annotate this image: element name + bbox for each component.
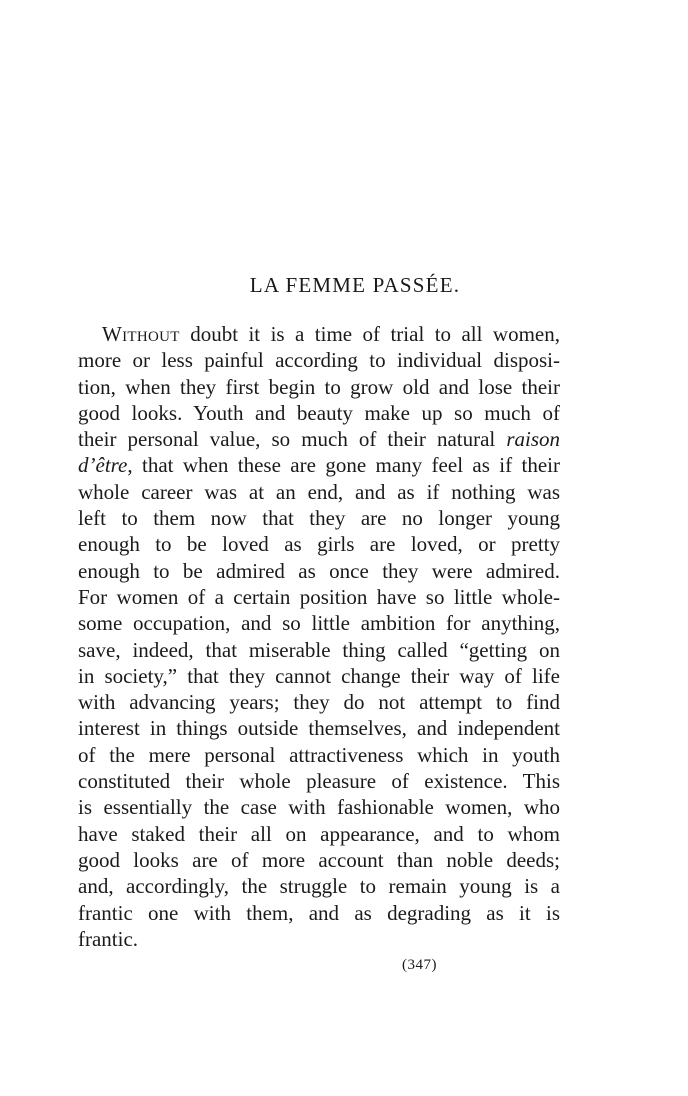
text-line: frantic one with them, and as degrading as it is — [78, 900, 560, 925]
text-line: constituted their whole pleasure of existence. This — [78, 769, 560, 794]
page-number: (347) — [402, 957, 437, 973]
text-line: more or less painful according to individual disposi- — [78, 348, 560, 373]
text-line: some occupation, and so little ambition for anything, — [78, 611, 560, 636]
text-line: frantic. — [78, 926, 139, 951]
italic-phrase: raison — [506, 427, 560, 452]
text-line: whole career was at an end, and as if nothing was — [78, 479, 560, 504]
text-line: their personal value, so much of their natural raison — [78, 427, 560, 452]
text-line: Without doubt it is a time of trial to all women, — [102, 322, 560, 346]
text-line: is essentially the case with fashionable women, who — [78, 795, 560, 820]
text-line: of the mere personal attractiveness which in youth — [78, 742, 560, 767]
text-line: in society,” that they cannot change their way of life — [78, 663, 560, 688]
body-paragraph — [78, 321, 560, 952]
text-line: and, accordingly, the struggle to remain young is a — [78, 874, 560, 899]
opening-word: Without — [102, 322, 180, 346]
text-line: good looks. Youth and beauty make up so much of — [78, 400, 560, 425]
text-line: save, indeed, that miserable thing called “getting on — [78, 637, 560, 662]
text-line: with advancing years; they do not attempt to find — [78, 690, 560, 715]
text-line: good looks are of more account than noble deeds; — [78, 847, 560, 872]
chapter-title: LA FEMME PASSÉE. — [249, 273, 461, 297]
text-line: left to them now that they are no longer young — [78, 506, 560, 531]
italic-phrase: d’être — [78, 453, 128, 478]
text-line: d’être, that when these are gone many feel as if their — [78, 453, 560, 478]
text-line: have staked their all on appearance, and to whom — [78, 821, 560, 846]
text-line: interest in things outside themselves, and independent — [78, 716, 560, 741]
text-line: enough to be admired as once they were admired. — [78, 558, 560, 583]
text-line: tion, when they first begin to grow old and lose their — [78, 374, 560, 399]
text-line: For women of a certain position have so little whole- — [78, 584, 560, 609]
text-line: enough to be loved as girls are loved, or pretty — [78, 532, 560, 557]
